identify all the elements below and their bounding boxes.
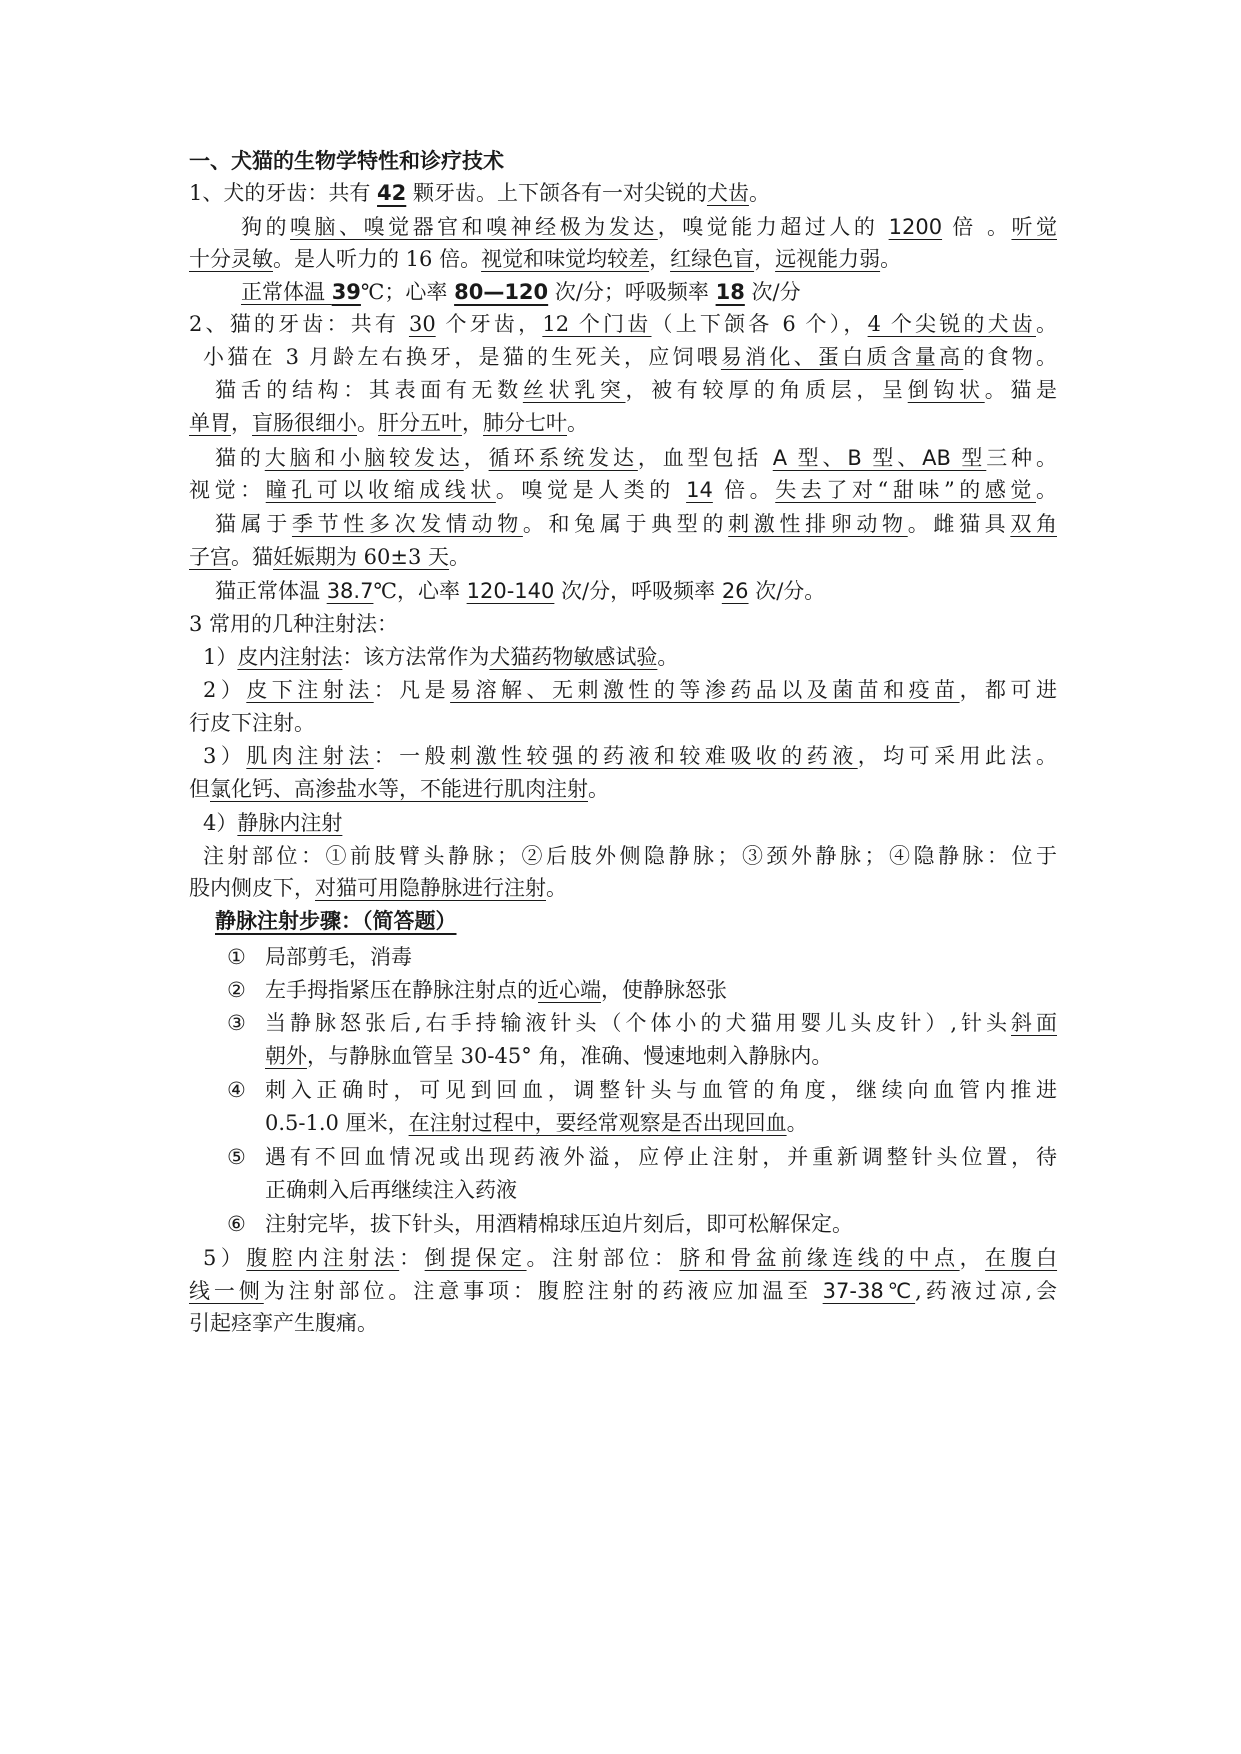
step-2-text: 左手拇指紧压在静脉注射点的近心端，使静脉怒张 [265, 978, 727, 1002]
paragraph-dog-vitals: 正常体温 39℃；心率 80—120 次/分；呼吸频率 18 次/分 [241, 280, 801, 304]
step-3-text: 当静脉怒张后,右手持输液针头（个体小的犬猫用婴儿头皮针）,针头斜面 [265, 1011, 1057, 1035]
step-1-marker: ① [227, 945, 246, 969]
step-3-text-cont: 朝外，与静脉血管呈 30-45° 角，准确、慢速地刺入静脉内。 [265, 1044, 833, 1068]
step-4-marker: ④ [227, 1078, 246, 1102]
paragraph-cat-vision: 视觉：瞳孔可以收缩成线状。嗅觉是人类的 14 倍。失去了对“甜味”的感觉。 [189, 478, 1057, 502]
paragraph-dog-teeth: 1、犬的牙齿：共有 42 颗牙齿。上下颌各有一对尖锐的犬齿。 [189, 181, 770, 205]
paragraph-cat-brain: 猫的大脑和小脑较发达，循环系统发达，血型包括 A 型、B 型、AB 型三种。 [215, 446, 1058, 470]
paragraph-dog-senses-2: 十分灵敏。是人听力的 16 倍。视觉和味觉均较差，红绿色盲，远视能力弱。 [189, 247, 902, 271]
step-5-text-cont: 正确刺入后再继续注入药液 [265, 1178, 517, 1202]
item-intravenous: 4）静脉内注射 [203, 811, 343, 835]
item-subcutaneous-cont: 行皮下注射。 [189, 711, 315, 735]
step-5-text: 遇有不回血情况或出现药液外溢，应停止注射，并重新调整针头位置，待 [265, 1145, 1057, 1169]
paragraph-kitten-teeth: 小猫在 3 月龄左右换牙，是猫的生死关，应饲喂易消化、蛋白质含量高的食物。 [203, 345, 1058, 369]
step-4-text: 刺入正确时，可见到回血，调整针头与血管的角度，继续向血管内推进 [265, 1078, 1057, 1102]
injection-sites: 注射部位：①前肢臂头静脉；②后肢外侧隐静脉；③颈外静脉；④隐静脉：位于 [203, 844, 1057, 868]
item-intraperitoneal-end: 引起痉挛产生腹痛。 [189, 1311, 378, 1335]
item-subcutaneous: 2）皮下注射法：凡是易溶解、无刺激性的等渗药品以及菌苗和疫苗，都可进 [203, 678, 1057, 702]
paragraph-cat-teeth: 2、猫的牙齿：共有 30 个牙齿，12 个门齿（上下颌各 6 个），4 个尖锐的犬齿。 [189, 312, 1057, 336]
subheading-injection-methods: 3 常用的几种注射法： [189, 612, 399, 636]
step-6-marker: ⑥ [227, 1212, 246, 1236]
paragraph-cat-vitals: 猫正常体温 38.7℃，心率 120-140 次/分，呼吸频率 26 次/分。 [215, 579, 826, 603]
injection-sites-cont: 股内侧皮下，对猫可用隐静脉进行注射。 [189, 876, 567, 900]
item-intraperitoneal-cont: 线一侧为注射部位。注意事项：腹腔注射的药液应加温至 37-38℃,药液过凉,会 [189, 1279, 1057, 1303]
paragraph-cat-pregnancy: 子宫。猫妊娠期为 60±3 天。 [189, 545, 471, 569]
item-intramuscular: 3）肌肉注射法：一般刺激性较强的药液和较难吸收的药液，均可采用此法。 [203, 744, 1058, 768]
paragraph-cat-organs: 单胃，盲肠很细小。肝分五叶，肺分七叶。 [189, 411, 588, 435]
step-4-text-cont: 0.5-1.0 厘米，在注射过程中，要经常观察是否出现回血。 [265, 1111, 808, 1135]
step-6-text: 注射完毕，拔下针头，用酒精棉球压迫片刻后，即可松解保定。 [265, 1212, 853, 1236]
step-2-marker: ② [227, 978, 246, 1002]
paragraph-dog-senses-1: 狗的嗅脑、嗅觉器官和嗅神经极为发达，嗅觉能力超过人的 1200 倍 。听觉 [241, 215, 1057, 239]
step-3-marker: ③ [227, 1011, 246, 1035]
step-5-marker: ⑤ [227, 1145, 246, 1169]
section-heading: 一、犬猫的生物学特性和诊疗技术 [189, 148, 504, 173]
paragraph-cat-estrus: 猫属于季节性多次发情动物。和兔属于典型的刺激性排卵动物。雌猫具双角 [215, 512, 1057, 536]
item-intradermal: 1）皮内注射法：该方法常作为犬猫药物敏感试验。 [203, 645, 679, 669]
steps-heading: 静脉注射步骤：（简答题） [215, 908, 457, 933]
step-1-text: 局部剪毛，消毒 [265, 945, 412, 969]
paragraph-cat-tongue: 猫舌的结构：其表面有无数丝状乳突，被有较厚的角质层，呈倒钩状。猫是 [215, 378, 1057, 402]
item-intraperitoneal: 5）腹腔内注射法：倒提保定。注射部位：脐和骨盆前缘连线的中点，在腹白 [203, 1246, 1058, 1270]
item-intramuscular-cont: 但氯化钙、高渗盐水等，不能进行肌肉注射。 [189, 777, 609, 801]
